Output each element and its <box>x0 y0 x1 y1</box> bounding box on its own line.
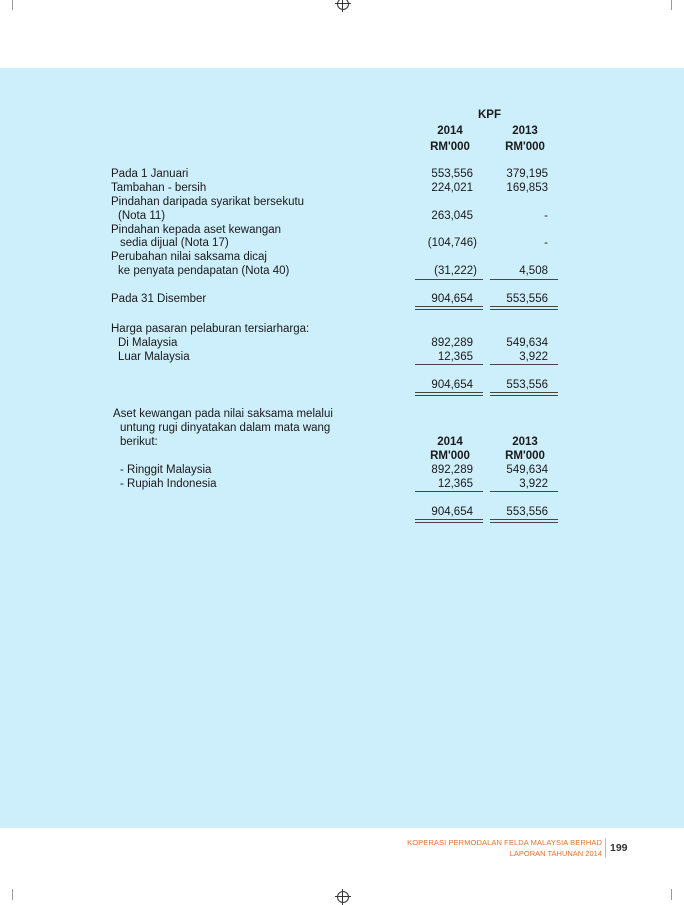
row-label: Pindahan kepada aset kewangan <box>111 224 282 236</box>
row-value-2014: 224,021 <box>431 182 473 194</box>
total-value-2014: 904,654 <box>431 379 473 391</box>
total-rule-2013 <box>490 306 558 310</box>
row-value-2014: 892,289 <box>431 337 473 349</box>
total-label: Pada 31 Disember <box>111 293 207 305</box>
crop-mark <box>671 889 672 900</box>
subtotal-rule-2014 <box>415 364 483 365</box>
row-value-2014: 892,289 <box>431 464 473 476</box>
row-value-2013: 4,508 <box>519 265 548 277</box>
total-value-2013: 553,556 <box>506 379 548 391</box>
row-value-2013: - <box>544 210 548 222</box>
subtotal-rule-2014 <box>415 279 483 280</box>
row-value-2013: 549,634 <box>506 337 548 349</box>
row-label: Di Malaysia <box>118 337 178 349</box>
col-year-2013: 2013 <box>512 125 538 137</box>
section-heading: Aset kewangan pada nilai saksama melalui <box>113 408 333 420</box>
total-value-2014: 904,654 <box>431 293 473 305</box>
section-heading: untung rugi dinyatakan dalam mata wang <box>120 422 331 434</box>
total-value-2013: 553,556 <box>506 506 548 518</box>
col-unit-2014: RM'000 <box>430 141 470 153</box>
crop-mark <box>12 0 13 10</box>
subtotal-rule-2013 <box>490 491 558 492</box>
registration-mark-top <box>337 0 349 10</box>
row-label: Tambahan - bersih <box>111 182 207 194</box>
total-rule-2014 <box>415 519 483 523</box>
subtotal-rule-2013 <box>490 279 558 280</box>
col-unit-2013: RM'000 <box>505 141 545 153</box>
row-value-2013: 549,634 <box>506 464 548 476</box>
row-label: Pindahan daripada syarikat bersekutu <box>111 196 305 208</box>
registration-mark-bottom <box>337 891 349 903</box>
row-value-2014: 12,365 <box>437 478 473 490</box>
col-year-2014: 2014 <box>437 436 463 448</box>
row-value-2013: 169,853 <box>506 182 548 194</box>
row-label: Perubahan nilai saksama dicaj <box>111 251 267 263</box>
row-value-2014: 12,365 <box>437 351 473 363</box>
total-rule-2013 <box>490 392 558 396</box>
total-value-2014: 904,654 <box>431 506 473 518</box>
row-label: - Ringgit Malaysia <box>120 464 212 476</box>
crop-mark <box>671 0 672 10</box>
row-value-2013: 379,195 <box>506 168 548 180</box>
total-rule-2014 <box>415 392 483 396</box>
group-header-kpf: KPF <box>478 109 501 121</box>
section-heading: Harga pasaran pelaburan tersiarharga: <box>111 323 310 335</box>
footer-organization: KOPERASI PERMODALAN FELDA MALAYSIA BERHAD <box>407 838 602 847</box>
row-value-2013: 3,922 <box>519 478 548 490</box>
footer-report-title: LAPORAN TAHUNAN 2014 <box>509 849 602 858</box>
page-number: 199 <box>610 842 628 854</box>
row-label: sedia dijual (Nota 17) <box>120 237 229 249</box>
row-value-2014: (31,222) <box>434 265 477 277</box>
subtotal-rule-2013 <box>490 364 558 365</box>
section-heading: berikut: <box>120 436 158 448</box>
row-value-2014: (104,746) <box>427 237 477 249</box>
row-label: Pada 1 Januari <box>111 168 189 180</box>
col-year-2013: 2013 <box>512 436 538 448</box>
total-rule-2014 <box>415 306 483 310</box>
total-value-2013: 553,556 <box>506 293 548 305</box>
total-rule-2013 <box>490 519 558 523</box>
subtotal-rule-2014 <box>415 491 483 492</box>
row-label: ke penyata pendapatan (Nota 40) <box>118 265 290 277</box>
crop-mark <box>12 889 13 900</box>
row-label: (Nota 11) <box>118 210 166 222</box>
row-value-2014: 553,556 <box>431 168 473 180</box>
content-panel <box>0 68 684 828</box>
row-label: - Rupiah Indonesia <box>120 478 217 490</box>
col-unit-2013: RM'000 <box>505 450 545 462</box>
footer-divider <box>605 838 606 858</box>
row-value-2013: 3,922 <box>519 351 548 363</box>
col-unit-2014: RM'000 <box>430 450 470 462</box>
row-value-2013: - <box>544 237 548 249</box>
col-year-2014: 2014 <box>437 125 463 137</box>
row-value-2014: 263,045 <box>431 210 473 222</box>
row-label: Luar Malaysia <box>118 351 190 363</box>
